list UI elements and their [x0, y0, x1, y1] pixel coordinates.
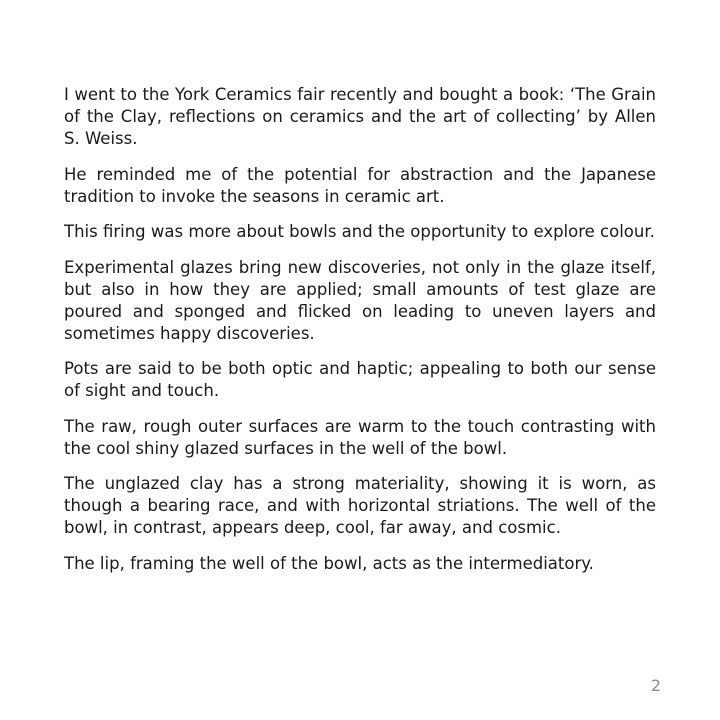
paragraph-raw-surfaces: The raw, rough outer surfaces are warm to the touch contrasting with the cool shiny glazed surfaces in the well of the bowl. [64, 416, 656, 458]
paragraph-lip: The lip, framing the well of the bowl, acts as the intermediatory. [64, 553, 594, 573]
paragraph-experimental-glazes: Experimental glazes bring new discoveries, not only in the glaze itself, but also in how they are applied; small amounts of test glaze are poured and sponged and flicked on leading to uneven layers and sometimes happy discoveries. [64, 257, 656, 343]
body-text [64, 84, 656, 588]
paragraph-york-ceramics-fair: I went to the York Ceramics fair recently and bought a book: ‘The Grain of the Clay, reflections on ceramics and the art of collecting’ by Allen S. Weiss. [64, 85, 656, 148]
paragraph-unglazed-clay: The unglazed clay has a strong materiality, showing it is worn, as though a bearing race, and with horizontal striations. The well of the bowl, in contrast, appears deep, cool, far away, and cosmic. [64, 474, 656, 537]
paragraph-firing-bowls: This firing was more about bowls and the opportunity to explore colour. [64, 222, 655, 241]
paragraph-optic-haptic: Pots are said to be both optic and haptic; appealing to both our sense of sight and touch. [64, 359, 656, 400]
page-number: 2 [650, 676, 661, 695]
paragraph-abstraction: He reminded me of the potential for abstraction and the Japanese tradition to invoke the seasons in ceramic art. [64, 164, 656, 206]
